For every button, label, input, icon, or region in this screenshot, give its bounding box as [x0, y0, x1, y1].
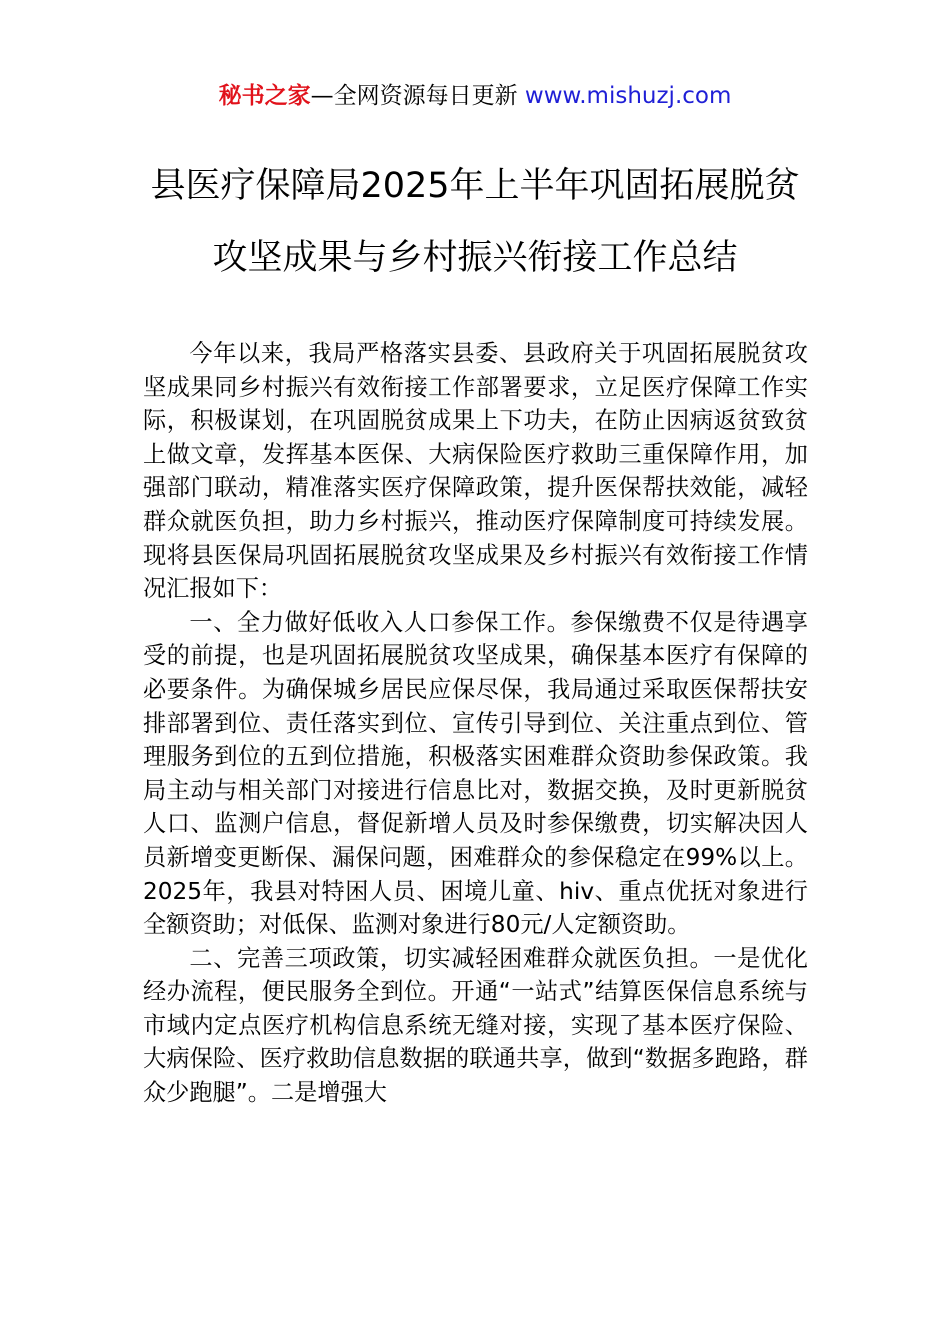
site-header — [0, 80, 950, 112]
paragraph-intro: 今年以来，我局严格落实县委、县政府关于巩固拓展脱贫攻坚成果同乡村振兴有效衔接工作部署要求，立足医疗保障工作实际，积极谋划，在巩固脱贫成果上下功夫，在防止因病返贫致贫上做文章，发挥基本医保、大病保险医疗救助三重保障作用，加强部门联动，精准落实医疗保障政策，提升医保帮扶效能，减轻群众就医负担，助力乡村振兴，推动医疗保障制度可持续发展。现将县医保局巩固拓展脱贫攻坚成果及乡村振兴有效衔接工作情况汇报如下： — [143, 340, 808, 603]
site-url-link[interactable]: www.mishuzj.com — [524, 83, 732, 109]
title-line-1: 县医疗保障局2025年上半年巩固拓展脱贫 — [150, 166, 800, 206]
brand-name: 秘书之家 — [218, 83, 311, 109]
title-line-2: 攻坚成果与乡村振兴衔接工作总结 — [212, 238, 738, 278]
document-body — [143, 337, 808, 1110]
paragraph-section-1: 一、全力做好低收入人口参保工作。参保缴费不仅是待遇享受的前提，也是巩固拓展脱贫攻坚成果，确保基本医疗有保障的必要条件。为确保城乡居民应保尽保，我局通过采取医保帮扶安排部署到位、责任落实到位、宣传引导到位、关注重点到位、管理服务到位的五到位措施，积极落实困难群众资助参保政策。我局主动与相关部门对接进行信息比对，数据交换，及时更新脱贫人口、监测户信息，督促新增人员及时参保缴费，切实解决因人员新增变更断保、漏保问题，困难群众的参保稳定在99%以上。2025年，我县对特困人员、困境儿童、hiv、重点优抚对象进行全额资助；对低保、监测对象进行80元/人定额资助。 — [143, 608, 808, 939]
header-slogan: —全网资源每日更新 — [310, 83, 525, 109]
document-title — [120, 150, 830, 294]
paragraph-section-2: 二、完善三项政策，切实减轻困难群众就医负担。一是优化经办流程，便民服务全到位。开通“一站式”结算医保信息系统与市域内定点医疗机构信息系统无缝对接，实现了基本医疗保险、大病保险、医疗救助信息数据的联通共享，做到“数据多跑路，群众少跑腿”。二是增强大 — [143, 944, 808, 1107]
